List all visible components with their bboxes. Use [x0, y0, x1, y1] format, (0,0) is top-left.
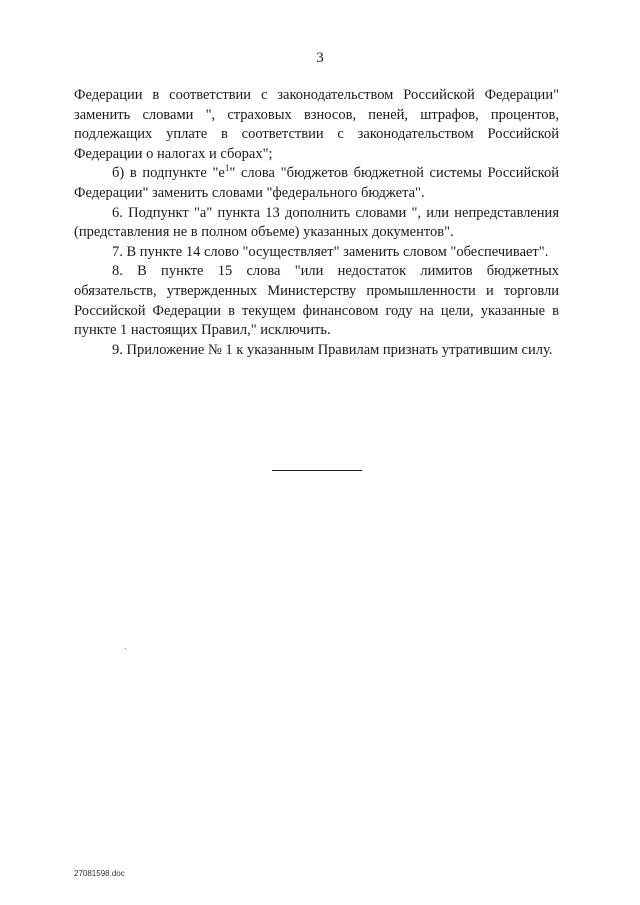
paragraph-continuation: Федерации в соответствии с законодательством Российской Федерации" заменить словами ", страховых взносов, пеней, штрафов, процентов, подлежащих уплате в соответствии с законодательством Российской Федерации о налогах и сборах"; — [74, 87, 559, 162]
end-of-text-rule — [272, 470, 362, 471]
paragraph-subpoint-b-start: б) в подпункте "е — [112, 165, 225, 182]
paragraph-item-7: 7. В пункте 14 слово "осуществляет" заменить словом "обеспечивает". — [112, 243, 549, 260]
page-number: 3 — [316, 50, 324, 66]
paragraph-subpoint-b — [74, 164, 559, 203]
scan-speck — [125, 648, 126, 649]
file-reference: 27081598.doc — [74, 869, 125, 878]
paragraph-subpoint-b-end: " слова "бюджетов бюджетной системы Российской Федерации" заменить словами "федерального бюджета". — [74, 165, 559, 201]
superscript-index: 1 — [224, 163, 230, 174]
document-body — [74, 86, 559, 360]
paragraph-item-6: 6. Подпункт "а" пункта 13 дополнить словами ", или непредставления (представления не в полном объеме) указанных документов". — [74, 204, 559, 241]
paragraph-item-8: 8. В пункте 15 слова "или недостаток лимитов бюджетных обязательств, утвержденных Министерству промышленности и торговли Российской Федерации в текущем финансовом году на цели, указанные в пункте 1 настоящих Правил," исключить. — [74, 263, 559, 339]
paragraph-item-9: 9. Приложение № 1 к указанным Правилам признать утратившим силу. — [112, 341, 553, 358]
